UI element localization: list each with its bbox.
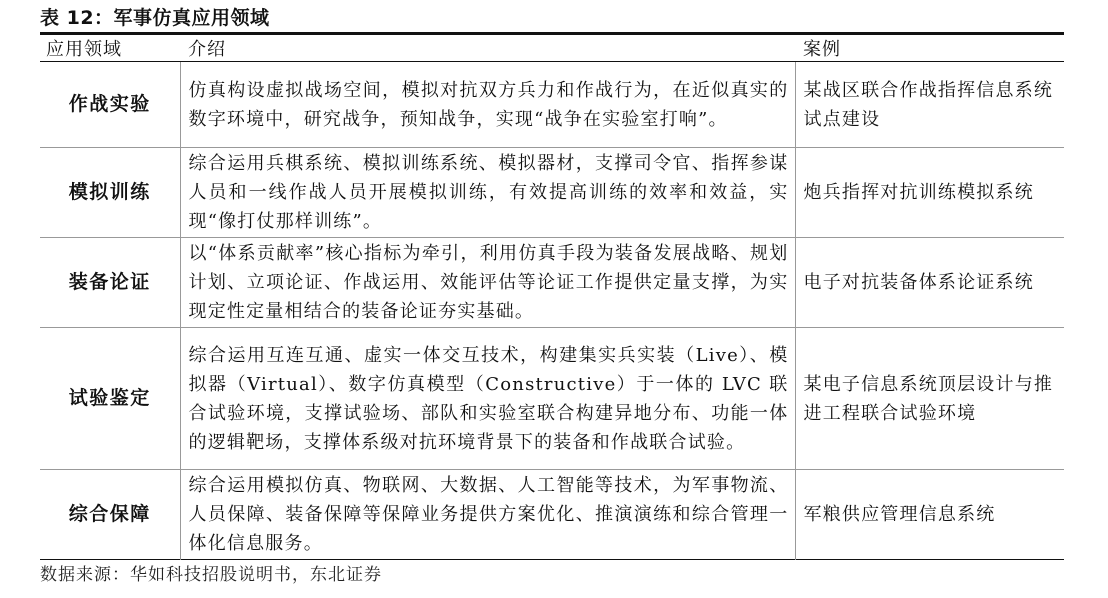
row-case: 某战区联合作战指挥信息系统试点建设 <box>803 79 1054 130</box>
row-area: 试验鉴定 <box>40 328 180 470</box>
row-case: 军粮供应管理信息系统 <box>803 504 996 525</box>
table-row <box>40 470 1064 560</box>
row-intro: 以“体系贡献率”核心指标为牵引，利用仿真手段为装备发展战略、规划计划、立项论证、作战运用、效能评估等论证工作提供定量支撑，为实现定性定量相结合的装备论证夯实基础。 <box>180 238 795 328</box>
table-header-row <box>40 35 1064 62</box>
header-area: 应用领域 <box>40 35 180 62</box>
table-row <box>40 148 1064 238</box>
row-case: 某电子信息系统顶层设计与推进工程联合试验环境 <box>803 373 1054 424</box>
row-intro: 综合运用互连互通、虚实一体交互技术，构建集实兵实装（Live）、模拟器（Virtual）、数字仿真模型（Constructive）于一体的 LVC 联合试验环境，支撑试验场、部队和实验室联合构建异地分布、功能一体的逻辑靶场，支撑体系级对抗环境背景下的装备和作战联合试验。 <box>180 328 795 470</box>
table-row <box>40 328 1064 470</box>
row-case: 电子对抗装备体系论证系统 <box>803 272 1034 293</box>
row-intro: 综合运用模拟仿真、物联网、大数据、人工智能等技术，为军事物流、人员保障、装备保障等保障业务提供方案优化、推演演练和综合管理一体化信息服务。 <box>180 470 795 560</box>
row-intro: 综合运用兵棋系统、模拟训练系统、模拟器材，支撑司令官、指挥参谋人员和一线作战人员开展模拟训练，有效提高训练的效率和效益，实现“像打仗那样训练”。 <box>180 148 795 238</box>
row-area: 装备论证 <box>40 238 180 328</box>
table-row <box>40 62 1064 148</box>
row-area: 作战实验 <box>40 62 180 148</box>
row-intro: 仿真构设虚拟战场空间，模拟对抗双方兵力和作战行为，在近似真实的数字环境中，研究战争，预知战争，实现“战争在实验室打响”。 <box>180 62 795 148</box>
header-case: 案例 <box>795 35 1064 62</box>
source-note: 数据来源：华如科技招股说明书，东北证券 <box>40 565 382 585</box>
document <box>40 0 1064 586</box>
header-intro: 介绍 <box>180 35 795 62</box>
table-caption: 表 12：军事仿真应用领域 <box>40 7 270 29</box>
row-area: 综合保障 <box>40 470 180 560</box>
row-case: 炮兵指挥对抗训练模拟系统 <box>803 182 1034 203</box>
military-simulation-table <box>40 35 1064 560</box>
table-row <box>40 238 1064 328</box>
row-area: 模拟训练 <box>40 148 180 238</box>
